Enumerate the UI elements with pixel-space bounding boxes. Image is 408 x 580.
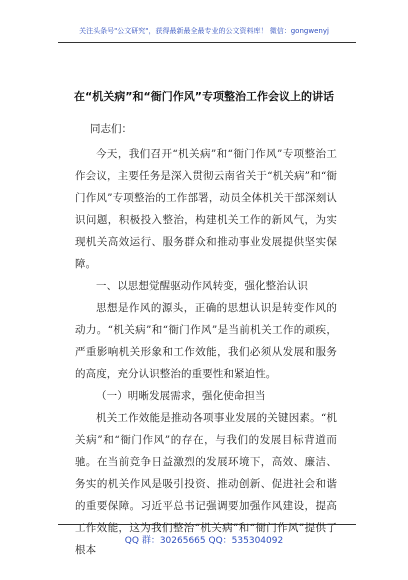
salutation: 同志们： bbox=[90, 123, 132, 135]
footer-divider bbox=[58, 524, 356, 525]
header-note: 关注头条号"公文研究"，获得最新最全最专业的公文资料库！ 微信：gongwenyj bbox=[79, 27, 329, 35]
paragraph-section-1: 思想是作风的源头，正确的思想认识是转变作风的动力。“机关病”和“衙门作风”是当前机关工作的顽疾，严重影响机关形象和工作效能，我们必须从发展和服务的高度，充分认识整治的重要性和紧迫性。 bbox=[75, 302, 337, 380]
header-divider bbox=[58, 42, 356, 43]
paragraph-intro: 今天，我们召开“机关病”和“衙门作风”专项整治工作会议，主要任务是深入贯彻云南省关于“机关病”和“衙门作风”专项整治的工作部署，动员全体机关干部深刻认识问题，积极投入整治，构建机关工作的新风气，为实现机关高效运行、服务群众和推动事业发展提供坚实保障。 bbox=[75, 148, 337, 270]
document-body bbox=[75, 143, 337, 561]
section-heading-1: 一、以思想觉醒驱动作风转变，强化整治认识 bbox=[96, 280, 308, 292]
paragraph-subsection-1: 机关工作效能是推动各项事业发展的关键因素。“机关病”和“衙门作风”的存在，与我们的发展目标背道而驰。在当前竞争日益激烈的发展环境下，高效、廉洁、务实的机关作风是吸引投资、推动创新、促进社会和谐的重要保障。习近平总书记强调要加强作风建设，提高工作效能，这为我们整治“机关病”和“衙门作风”提供了根本 bbox=[75, 412, 337, 556]
subsection-heading-1: （一）明晰发展需求，强化使命担当 bbox=[96, 390, 266, 402]
document-title: 在“机关病”和“衙门作风”专项整治工作会议上的讲话 bbox=[74, 90, 334, 103]
footer-contact: QQ 群：30265665 QQ：535304092 bbox=[124, 536, 284, 546]
